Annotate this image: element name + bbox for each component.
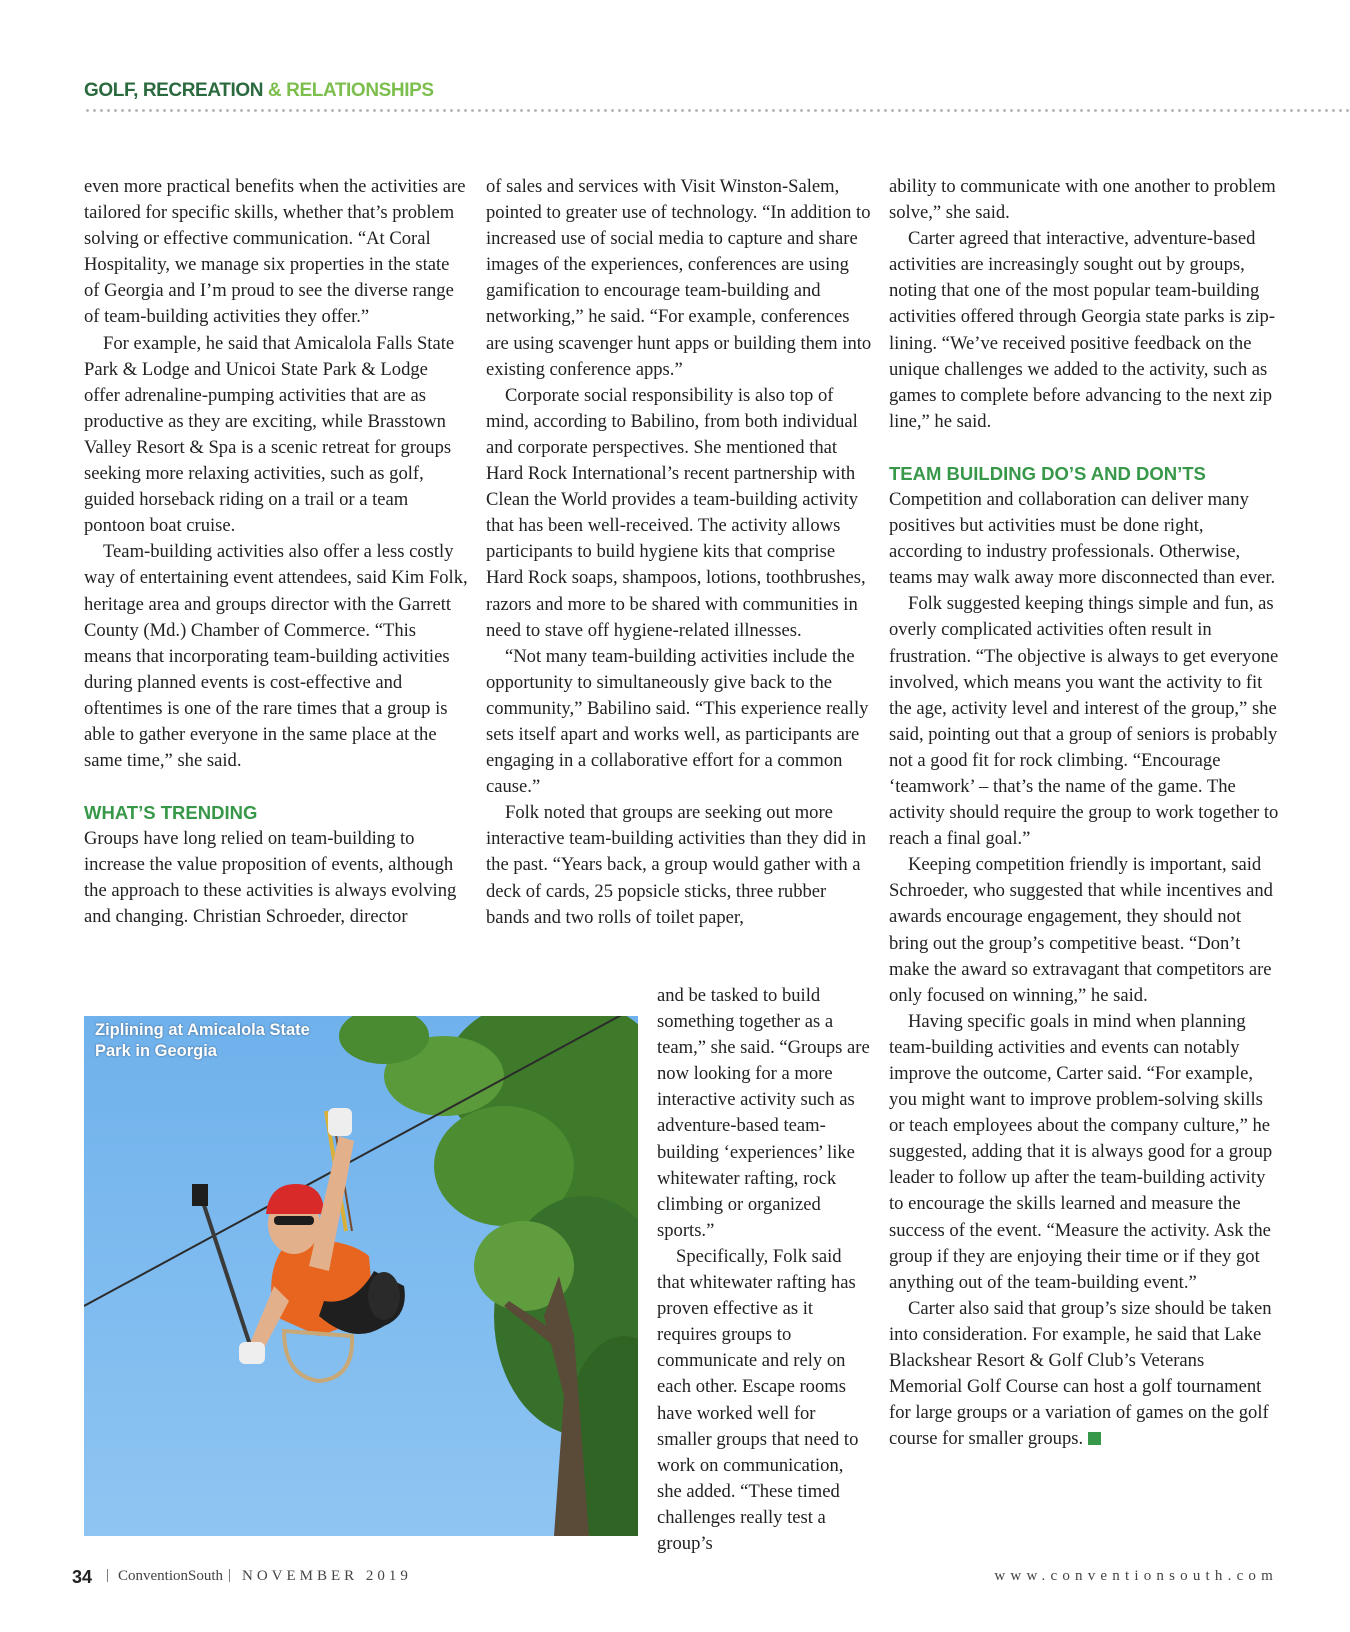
- paragraph: Having specific goals in mind when planning team-building activities and events can notably improve the outcome, Carter said. “For example, you might want to improve problem-solving skills or teach employees about the company culture,” he suggested, adding that it is always good for a group leader to follow up after the team-building activity to encourage the skills learned and measure the success of the event. “Measure the activity. Ask the group if they are enjoying their time or if they got anything out of the team-building event.”: [889, 1010, 1273, 1293]
- article-column-2: [486, 174, 872, 931]
- footer-separator: |: [228, 1567, 232, 1583]
- paragraph: Carter agreed that interactive, adventure-based activities are increasingly sought out by groups, noting that one of the most popular team-building activities offered through Georgia state parks is zip-lining. “We’ve received positive feedback on the unique challenges we added to the activity, such as games to complete before advancing to the next zip line,” he said.: [889, 228, 1276, 432]
- page-footer: [72, 1567, 1278, 1591]
- paragraph: Groups have long relied on team-building to increase the value proposition of events, although the approach to these activities is always evolving and changing. Christian Schroeder, director: [84, 828, 457, 928]
- paragraph-final: [889, 1296, 1281, 1453]
- website-url: www.conventionsouth.com: [994, 1568, 1278, 1584]
- paragraph: even more practical benefits when the activities are tailored for specific skills, whether that’s problem solving or effective communication. “At Coral Hospitality, we manage six properties in the state of Georgia and I’m proud to see the diverse range of team-building activities they offer.”: [84, 176, 466, 328]
- paragraph: of sales and services with Visit Winston-Salem, pointed to greater use of technology. “In addition to increased use of social media to capture and share images of the experiences, conferences are using gamification to encourage team-building and networking,” he said. “For example, conferences are using scavenger hunt apps or building them into existing conference apps.”: [486, 176, 872, 380]
- caption-line-2: Park in Georgia: [95, 1042, 217, 1060]
- dotted-divider: [84, 108, 1350, 113]
- magazine-name: ConventionSouth: [118, 1568, 224, 1584]
- paragraph: Folk suggested keeping things simple and fun, as overly complicated activities often result in frustration. “The objective is always to get everyone involved, which means you want the activity to fit the age, activity level and interest of the group,” she said, pointing out that a group of seniors is probably not a good fit for rock climbing. “Encourage ‘teamwork’ – that’s the name of the game. The activity should require the group to work together to reach a final goal.”: [889, 593, 1279, 850]
- caption-line-1: Ziplining at Amicalola State: [95, 1021, 310, 1039]
- zipline-illustration: [84, 1016, 638, 1536]
- paragraph: Folk noted that groups are seeking out more interactive team-building activities than they did in the past. “Years back, a group would gather with a deck of cards, 25 popsicle sticks, three rubber bands and two rolls of toilet paper,: [486, 802, 867, 928]
- paragraph: Team-building activities also offer a less costly way of entertaining event attendees, said Kim Folk, heritage area and groups director with the Garrett County (Md.) Chamber of Commerce. “This means that incorporating team-building activities during planned events is cost-effective and oftentimes is one of the rare times that a group is able to gather everyone in the same place at the same time,” she said.: [84, 541, 468, 772]
- section-title-part1: GOLF, RECREATION: [84, 80, 264, 101]
- paragraph: and be tasked to build something together as a team,” she said. “Groups are now looking for a more interactive activity such as adventure-based team-building ‘experiences’ like whitewater rafting, rock climbing or organized sports.”: [657, 985, 870, 1241]
- article-column-2-continued: [657, 983, 871, 1557]
- article-column-3: [889, 174, 1281, 1452]
- paragraph: ability to communicate with one another to problem solve,” she said.: [889, 176, 1276, 224]
- paragraph: “Not many team-building activities include the opportunity to simultaneously give back to the community,” Babilino said. “This experience really sets itself apart and works well, as participants are engaging in a collaborative effort for a common cause.”: [486, 645, 869, 798]
- end-mark-icon: [1088, 1432, 1101, 1445]
- footer-separator: |: [106, 1567, 110, 1583]
- paragraph: For example, he said that Amicalola Falls State Park & Lodge and Unicoi State Park & Lodge offer adrenaline-pumping activities that are as productive as they are exciting, while Brasstown Valley Resort & Spa is a scenic retreat for groups seeking more relaxing activities, such as golf, guided horseback riding on a trail or a team pontoon boat cruise.: [84, 332, 455, 537]
- paragraph: Corporate social responsibility is also top of mind, according to Babilino, from both individual and corporate perspectives. She mentioned that Hard Rock International’s recent partnership with Clean the World provides a team-building activity that has been well-received. The activity allows participants to build hygiene kits that comprise Hard Rock soaps, shampoos, lotions, toothbrushes, razors and more to be shared with communities in need to stave off hygiene-related illnesses.: [486, 384, 866, 641]
- section-header: [84, 80, 434, 102]
- section-title-amp: &: [267, 80, 282, 101]
- subheading-dos-and-donts: TEAM BUILDING DO’S AND DON’TS: [889, 462, 1206, 484]
- zipline-photo: [84, 1016, 638, 1536]
- photo-caption: [95, 1020, 310, 1062]
- paragraph: Keeping competition friendly is important, said Schroeder, who suggested that while incentives and awards encourage engagement, they should not bring out the group’s competitive beast. “Don’t make the award so extravagant that competitors are only focused on winning,” he said.: [889, 854, 1273, 1006]
- section-title-part2: RELATIONSHIPS: [286, 80, 434, 101]
- issue-date: NOVEMBER 2019: [242, 1568, 412, 1584]
- article-column-1: [84, 174, 468, 931]
- subheading-whats-trending: WHAT’S TRENDING: [84, 802, 258, 824]
- paragraph: Specifically, Folk said that whitewater rafting has proven effective as it requires groups to communicate and rely on each other. Escape rooms have worked well for smaller groups that need to work on communication, she added. “These timed challenges really test a group’s: [657, 1245, 859, 1554]
- camera-icon: [192, 1184, 208, 1206]
- paragraph: Competition and collaboration can deliver many positives but activities must be done right, according to industry professionals. Otherwise, teams may walk away more disconnected than ever.: [889, 488, 1276, 589]
- page-number: 34: [72, 1567, 93, 1587]
- paragraph-final-text: Carter also said that group’s size should be taken into consideration. For example, he said that Lake Blackshear Resort & Golf Club’s Veterans Memorial Golf Course can host a golf tournament for large groups or a variation of games on the golf course for smaller groups.: [889, 1297, 1272, 1450]
